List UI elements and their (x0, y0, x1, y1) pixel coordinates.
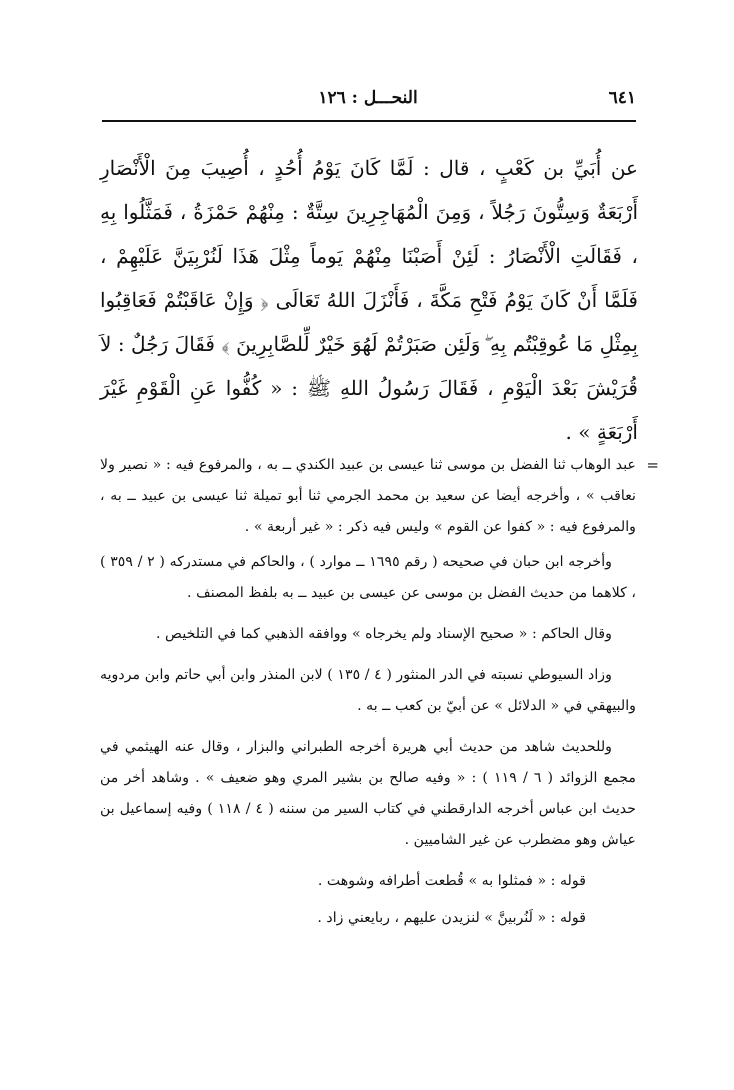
header-rule (102, 120, 636, 122)
page-header (100, 86, 636, 116)
footnote-word-gloss: قوله : « لَنُربينَّ » لنزيدن عليهم ، ربايعني زاد . (317, 910, 586, 926)
footnote-paragraph: عبد الوهاب ثنا الفضل بن موسى ثنا عيسى بن عبيد الكندي ــ به ، والمرفوع فيه : « نصير ولا نعاقب » ، وأخرجه أيضا عن سعيد بن محمد الجرمي ثنا أبو تميلة ثنا عيسى بن عبيد ــ به ، والمرفوع فيه : « كفوا عن القوم » وليس فيه ذكر : « غير أربعة » . (100, 457, 636, 535)
footnote-paragraph: وأخرجه ابن حبان في صحيحه ( رقم ١٦٩٥ ــ موارد ) ، والحاكم في مستدركه ( ٢ / ٣٥٩ ) ، كلاهما من حديث الفضل بن موسى عن عيسى بن عبيد ــ به بلفظ المصنف . (100, 554, 636, 601)
hadith-text: عن أُبَيِّ بن كَعْبٍ ، قال : لَمَّا كَانَ يَوْمُ أُحُدٍ ، أُصِيبَ مِنَ الْأَنْصَارِ أَرْبَعَةٌ وَسِتُّونَ رَجُلاً ، وَمِنَ الْمُهَاجِرِينَ سِتَّةٌ : مِنْهُمْ حَمْزَةُ ، فَمَثَّلُوا بِهِ ، فَقَالَتِ الْأَنْصَارُ : لَئِنْ أَصَبْنَا مِنْهُمْ يَوماً مِثْلَ هَذَا لَنُرْبِيَنَّ عَلَيْهِمْ ، فَلَمَّا أَنْ كَانَ يَوْمُ فَتْحِ مَكَّةَ ، فَأَنْزَلَ اللهُ تَعَالَى ﴿ وَإِنْ عَاقَبْتُمْ فَعَاقِبُوا بِمِثْلِ مَا عُوقِبْتُم بِهِ ۖ وَلَئِن صَبَرْتُمْ لَهُوَ خَيْرٌ لِّلصَّابِرِينَ ﴾ فَقَالَ رَجُلٌ : لاَ قُرَيْشَ بَعْدَ الْيَوْمِ ، فَقَالَ رَسُولُ اللهِ ﷺ : « كُفُّوا عَنِ الْقَوْمِ غَيْرَ أَرْبَعَةٍ » . (100, 156, 638, 444)
footnote-continuation-mark: = (646, 456, 659, 474)
footnotes (100, 450, 636, 940)
footnote-paragraph: وزاد السيوطي نسبته في الدر المنثور ( ٤ / ١٣٥ ) لابن المنذر وابن أبي حاتم وابن مردويه والبيهقي في « الدلائل » عن أبيّ بن كعب ــ به . (100, 667, 636, 714)
footnote-word-gloss: قوله : « فمثلوا به » قُطعت أطرافه وشوهت . (317, 873, 586, 889)
page-number: ٦٤١ (608, 88, 636, 108)
footnote-paragraph: وللحديث شاهد من حديث أبي هريرة أخرجه الطبراني والبزار ، وقال عنه الهيثمي في مجمع الزوائد ( ٦ / ١١٩ ) : « وفيه صالح بن بشير المري وهو ضعيف » . وشاهد أخر من حديث ابن عباس أخرجه الدارقطني في كتاب السير من سننه ( ٤ / ١١٨ ) وفيه إسماعيل بن عياش وهو مضطرب عن غير الشاميين . (100, 739, 636, 848)
chapter-verse-title: النحـــل : ١٢٦ (318, 88, 418, 108)
footnote-paragraph: وقال الحاكم : « صحيح الإسناد ولم يخرجاه » ووافقه الذهبي كما في التلخيص . (155, 626, 612, 642)
